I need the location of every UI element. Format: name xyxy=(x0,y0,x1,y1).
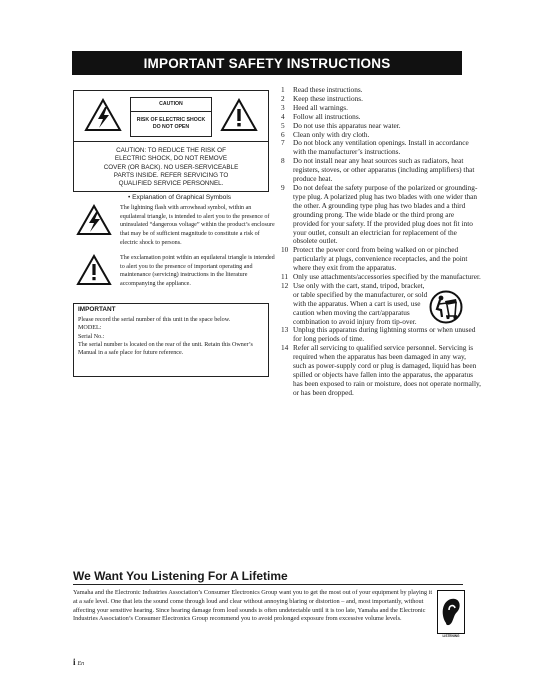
instruction-number: 6 xyxy=(281,129,285,139)
instruction-number: 5 xyxy=(281,120,285,130)
divider xyxy=(73,584,463,585)
caution-text-line: CAUTION: TO REDUCE THE RISK OF xyxy=(116,147,226,154)
lightning-explanation-text: The lightning flash with arrowhead symbol, within an equilateral triangle, is intended to alert you to the presence of uninsulated “dangerous voltage” within the product’s enclosure that may be of sufficient magnitude to constitute a risk of electric shock to persons. xyxy=(120,205,275,246)
instruction-text: Do not block any ventilation openings. Install in accordance with the manufacturer’s instructions. xyxy=(293,138,469,157)
instruction-number: 7 xyxy=(281,138,285,148)
important-line: Serial No.: xyxy=(78,333,105,340)
caution-text-line: ELECTRIC SHOCK, DO NOT REMOVE xyxy=(114,155,228,163)
listening-logo-label: LISTENING xyxy=(442,634,460,638)
lightning-warning-icon xyxy=(84,98,122,132)
lifetime-body: Yamaha and the Electronic Industries Association’s Consumer Electronics Group want you to get the most out of your equipment by playing it at a safe level. One that lets the sound come through loud and clear without annoying blaring or distortion – and, most importantly, without affecting your sensitive hearing. Since hearing damage from loud sounds is often undetectable until it is too late, Yamaha and the Electronic Industries Association’s Consumer Electronics Group recommend you to avoid prolonged exposure from excessive volume levels. xyxy=(73,589,433,623)
instruction-item xyxy=(281,326,481,344)
instruction-text: Refer all servicing to qualified service personnel. Servicing is required when the apparatus has been damaged in any way, such as power-supply cord or plug is damaged, liquid has been spilled or objects have fallen into the apparatus, the apparatus has been exposed to rain or moisture, does not operate normally, or has been dropped. xyxy=(293,343,481,397)
caution-label-box xyxy=(130,97,212,137)
caution-text-line: COVER (OR BACK). NO USER-SERVICEABLE xyxy=(103,163,239,171)
instruction-number: 11 xyxy=(281,272,289,282)
instruction-number: 8 xyxy=(281,156,285,166)
instruction-number: 14 xyxy=(281,343,289,353)
caution-header xyxy=(74,91,268,142)
instruction-text: Only use attachments/accessories specified by the manufacturer. xyxy=(293,272,481,282)
caution-label: CAUTION xyxy=(131,98,211,112)
cart-tipover-warning-icon xyxy=(429,290,463,324)
instruction-text: Protect the power cord from being walked on or pinched particularly at plugs, convenience receptacles, and the point where they exit from the apparatus. xyxy=(293,245,468,273)
important-line: The serial number is located on the rear of the unit. Retain this Owner’s Manual in a safe place for future reference. xyxy=(78,341,253,357)
page-title: IMPORTANT SAFETY INSTRUCTIONS xyxy=(72,51,462,75)
exclamation-warning-icon xyxy=(220,98,258,132)
instruction-number: 3 xyxy=(281,102,285,112)
instruction-item xyxy=(281,139,481,157)
exclamation-explanation-text: The exclamation point within an equilateral triangle is intended to alert you to the presence of important operating and maintenance (servicing) instructions in the literature accompanying the appliance. xyxy=(120,255,275,288)
listening-logo xyxy=(437,590,465,639)
important-line: Please record the serial number of this unit in the space below. xyxy=(78,317,231,323)
caution-text-line: QUALIFIED SERVICE PERSONNEL. xyxy=(118,180,224,188)
lifetime-heading: We Want You Listening For A Lifetime xyxy=(73,569,288,583)
instruction-number: 12 xyxy=(281,280,289,290)
instruction-item xyxy=(281,344,481,397)
instruction-text: Do not use this apparatus near water. xyxy=(293,120,401,130)
instruction-text: Do not install near any heat sources such as radiators, heat registers, stoves, or other apparatus (including amplifiers) that produce heat. xyxy=(293,156,475,184)
lightning-symbol-icon xyxy=(76,204,112,236)
instruction-number: 4 xyxy=(281,111,285,121)
ear-logo-icon xyxy=(437,590,465,634)
instruction-text: Keep these instructions. xyxy=(293,93,363,103)
page-marker xyxy=(73,657,84,667)
instruction-text: Follow all instructions. xyxy=(293,111,361,121)
page-language: En xyxy=(77,661,85,667)
explanation-title: • Explanation of Graphical Symbols xyxy=(128,194,232,201)
risk-line-1: RISK OF ELECTRIC SHOCK xyxy=(136,117,206,123)
page-number: i xyxy=(73,657,76,667)
instruction-number: 2 xyxy=(281,93,285,103)
instruction-item xyxy=(281,246,481,273)
instructions-list xyxy=(281,86,481,398)
caution-text xyxy=(78,147,264,188)
important-heading: IMPORTANT xyxy=(78,306,116,313)
instruction-number: 13 xyxy=(281,325,289,335)
instruction-text: Use only with the cart, stand, tripod, bracket, or table specified by the manufacturer, or sold with the apparatus. When a cart is used, use caution when moving the cart/apparatus combination to avoid injury from tip-over. xyxy=(293,280,428,326)
caution-text-line: PARTS INSIDE. REFER SERVICING TO xyxy=(113,171,229,179)
instruction-text: Clean only with dry cloth. xyxy=(293,129,370,139)
instruction-text: Do not defeat the safety purpose of the polarized or grounding-type plug. A polarized plug has two blades with one wider than the other. A grounding type plug has two blades and a third grounding prong. The wide blade or the third prong are provided for your safety. If the provided plug does not fit into your outlet, consult an electrician for replacement of the obsolete outlet. xyxy=(293,182,478,246)
important-box xyxy=(73,303,269,377)
instruction-text: Read these instructions. xyxy=(293,85,363,94)
instruction-number: 1 xyxy=(281,85,285,94)
important-line: MODEL: xyxy=(78,325,102,332)
risk-line-2: DO NOT OPEN xyxy=(152,124,190,130)
caution-box xyxy=(73,90,269,192)
instruction-item xyxy=(281,184,481,246)
instruction-number: 9 xyxy=(281,182,285,192)
instruction-number: 10 xyxy=(281,245,289,255)
instruction-text: Unplug this apparatus during lightning storms or when unused for long periods of time. xyxy=(293,325,476,344)
instruction-text: Heed all warnings. xyxy=(293,102,348,112)
exclamation-symbol-icon xyxy=(76,254,112,286)
instruction-item xyxy=(281,157,481,184)
